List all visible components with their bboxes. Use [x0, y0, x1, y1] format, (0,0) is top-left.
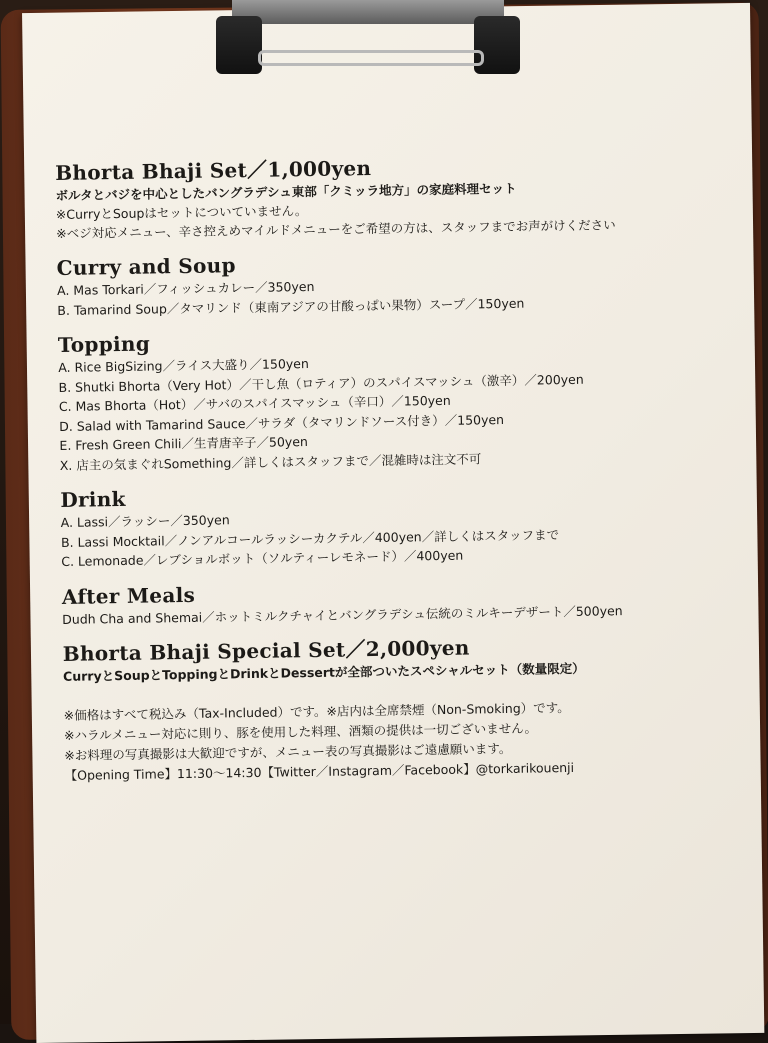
menu-item: E. Fresh Green Chili／生青唐辛子／50yen	[59, 434, 308, 453]
section-bhorta-bhaji-set	[55, 149, 736, 243]
section-title: Curry and Soup	[56, 253, 236, 280]
footer-note: ※お料理の写真撮影は大歓迎ですが、メニュー表の写真撮影はご遠慮願います。	[64, 740, 512, 763]
section-drink	[60, 476, 741, 571]
footer-note: ※価格はすべて税込み（Tax-Included）です。※店内は全席禁煙（Non-Smoking）です。	[63, 699, 570, 723]
section-title: Topping	[57, 331, 151, 357]
footer-note: ※ハラルメニュー対応に則り、豚を使用した料理、酒類の提供は一切ございません。	[63, 720, 538, 743]
opening-time: 【Opening Time】11:30～14:30【Twitter／Instagram／Facebook】@torkarikouenji	[64, 759, 575, 783]
section-after-meals	[62, 573, 743, 629]
set-note: ※ベジ対応メニュー、辛さ控えめマイルドメニューをご希望の方は、スタッフまでお声がけください	[56, 217, 616, 241]
footer-notes	[64, 695, 745, 786]
clip-wire	[258, 50, 484, 66]
menu-content	[55, 149, 745, 786]
clip-left-hinge	[216, 16, 262, 74]
clip-plate	[232, 0, 504, 24]
menu-item: B. Shutki Bhorta（Very Hot）／干し魚（ロティア）のスパイスマッシュ（激辛）／200yen	[58, 371, 584, 395]
section-special-set	[63, 630, 744, 686]
special-set-subtitle: CurryとSoupとToppingとDrinkとDessertが全部ついたスペシャルセット（数量限定）	[62, 660, 585, 684]
set-subtitle: ボルタとバジを中心としたバングラデシュ東部「クミッラ地方」の家庭料理セット	[55, 180, 517, 203]
menu-item: D. Salad with Tamarind Sauce／サラダ（タマリンドソース付き）／150yen	[59, 411, 505, 434]
menu-item: Dudh Cha and Shemai／ホットミルクチャイとバングラデシュ伝統のミルキーデザート／500yen	[62, 602, 623, 627]
special-set-title: Bhorta Bhaji Special Set／2,000yen	[62, 635, 470, 666]
menu-item: A. Rice BigSizing／ライス大盛り／150yen	[58, 356, 309, 375]
section-curry-and-soup	[56, 244, 737, 320]
section-title: Drink	[60, 486, 126, 512]
menu-item: A. Lassi／ラッシー／350yen	[60, 512, 230, 530]
set-note: ※CurryとSoupはセットについていません。	[55, 203, 308, 222]
clipboard-clip	[210, 0, 526, 78]
menu-item: X. 店主の気まぐれSomething／詳しくはスタッフまで／混雑時は注文不可	[59, 450, 482, 473]
set-title: Bhorta Bhaji Set／1,000yen	[55, 156, 372, 185]
section-topping	[58, 321, 740, 475]
menu-item: C. Lemonade／レブショルボット（ソルティーレモネード）／400yen	[61, 547, 464, 569]
menu-item: B. Lassi Mocktail／ノンアルコールラッシーカクテル／400yen／詳しくはスタッフまで	[60, 526, 560, 550]
menu-item: C. Mas Bhorta（Hot）／サバのスパイスマッシュ（辛口）／150yen	[58, 392, 451, 414]
section-title: After Meals	[61, 582, 196, 609]
clip-right-hinge	[474, 16, 520, 74]
menu-item: B. Tamarind Soup／タマリンド（東南アジアの甘酸っぱい果物）スープ／150yen	[57, 295, 525, 318]
menu-item: A. Mas Torkari／フィッシュカレー／350yen	[56, 278, 315, 298]
